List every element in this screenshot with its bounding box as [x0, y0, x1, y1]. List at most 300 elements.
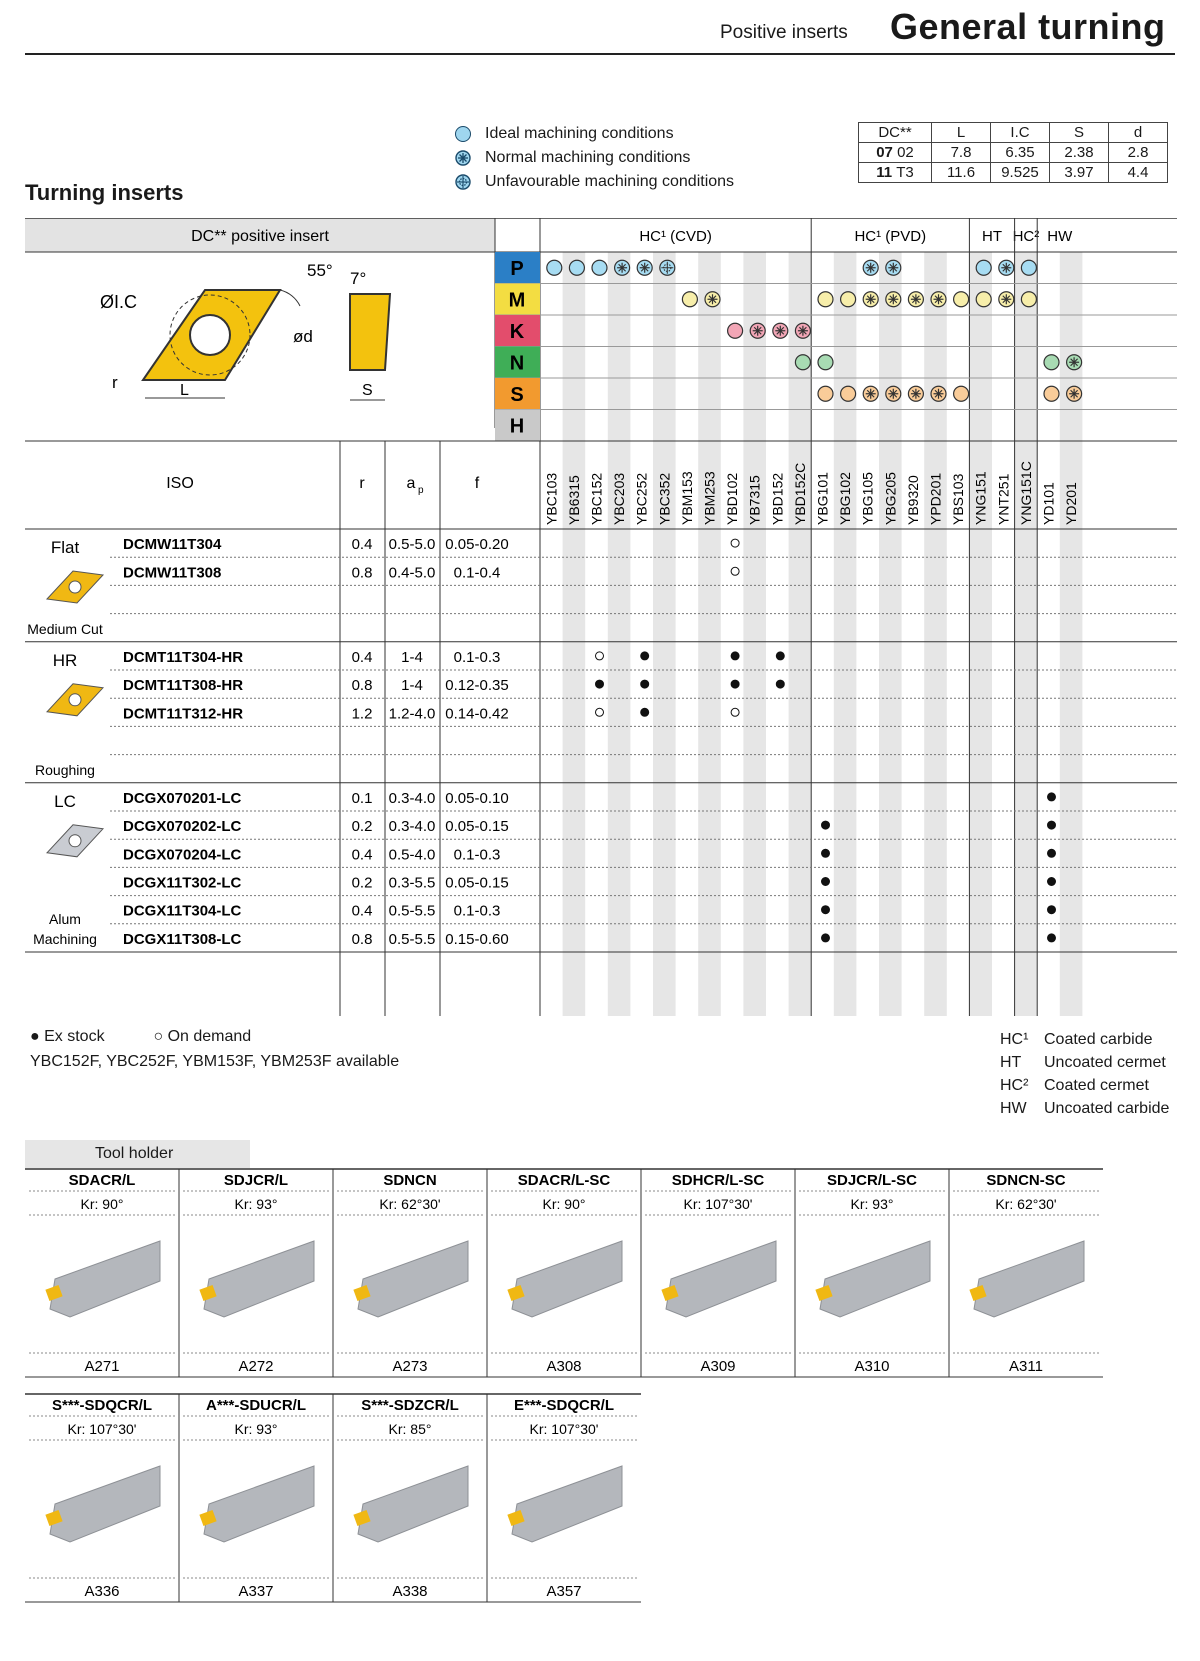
insert-icon [47, 571, 103, 603]
holder-kr: Kr: 62°30' [995, 1196, 1057, 1212]
holder-image [661, 1241, 776, 1317]
grade-group-label: HC¹ (CVD) [639, 228, 712, 245]
condition-circle [1044, 355, 1059, 370]
material-letter-P: P [510, 258, 524, 280]
condition-icon [773, 323, 788, 338]
holder-image [45, 1241, 160, 1317]
unfavourable-condition-icon [455, 174, 471, 190]
dim-header: S [1050, 123, 1109, 143]
grade-label: YBD152 [769, 472, 786, 525]
f-value: 0.1-0.3 [453, 648, 501, 666]
dim-sub: T3 [896, 164, 914, 181]
f-value: 0.05-0.10 [445, 789, 509, 807]
ap-value: 0.5-5.5 [388, 902, 436, 920]
condition-icon [1021, 260, 1036, 275]
grade-group-label: HC¹ (PVD) [854, 228, 927, 245]
ex-stock-dot [776, 680, 784, 688]
holder-body [50, 1241, 160, 1317]
grade-label: YNG151C [1017, 461, 1034, 525]
holder-body [512, 1466, 622, 1542]
holder-name: SDNCN [383, 1172, 437, 1189]
dim-value: 9.525 [991, 163, 1050, 183]
r-value: 0.4 [351, 536, 373, 554]
condition-icon [999, 260, 1014, 275]
iso-code: DCMT11T312-HR [123, 705, 244, 723]
holder-name: E***-SDQCR/L [513, 1397, 615, 1414]
ex-stock-dot [1048, 849, 1056, 857]
condition-circle [818, 292, 833, 307]
material-letter-N: N [509, 352, 525, 375]
condition-circle [954, 386, 969, 401]
dim-value: 2.38 [1050, 143, 1109, 163]
condition-icon [615, 260, 630, 275]
condition-circle [1021, 292, 1036, 307]
condition-icon [682, 292, 697, 307]
condition-icon [886, 292, 901, 307]
grade-label: YBM153 [678, 471, 695, 525]
iso-code: DCMT11T304-HR [123, 648, 244, 666]
material-letter-M: M [508, 289, 526, 312]
dim-header: DC** [859, 123, 932, 143]
iso-code: DCGX070202-LC [123, 818, 242, 836]
holder-image [45, 1466, 160, 1542]
grade-column-stripe [924, 252, 947, 1016]
material-letter-K: K [509, 321, 525, 343]
on-demand-dot [596, 708, 604, 716]
grade-label: YB6315 [565, 475, 582, 525]
holder-body [204, 1241, 314, 1317]
grade-label: YNT251 [995, 473, 1012, 525]
grade-column-stripe [698, 252, 721, 1016]
grade-label: YBC352 [656, 472, 673, 525]
grade-label: YBG105 [859, 472, 876, 525]
ex-stock-dot [1048, 906, 1056, 914]
ap-header: a [406, 475, 416, 492]
insert-icon-hole [69, 694, 81, 706]
dim-sub: 02 [897, 144, 914, 161]
ex-stock-dot [641, 708, 649, 716]
dimension-header-row [859, 123, 1168, 143]
condition-icon [863, 292, 878, 307]
glossary-item: HW Uncoated carbide [1000, 1100, 1170, 1117]
holder-name: SDACR/L-SC [517, 1172, 611, 1189]
insert-icon [47, 825, 103, 857]
ap-value: 0.5-4.0 [388, 846, 436, 864]
grade-label: YBD152C [791, 462, 808, 525]
condition-circle [976, 292, 991, 307]
ex-stock-dot [822, 878, 830, 886]
insert-hole [190, 315, 230, 355]
holder-name: SDNCN-SC [986, 1172, 1066, 1189]
ex-stock-dot [641, 652, 649, 660]
r-value: 0.2 [351, 818, 373, 836]
r-value: 0.8 [351, 930, 373, 948]
condition-icon [954, 292, 969, 307]
section-title: Turning inserts [25, 180, 184, 205]
holder-kr: Kr: 107°30' [683, 1196, 753, 1212]
ex-stock-dot [1048, 821, 1056, 829]
holder-kr: Kr: 107°30' [67, 1421, 137, 1437]
ap-value: 0.5-5.0 [388, 536, 436, 554]
condition-icon [1067, 386, 1082, 401]
grade-group-label: HT [982, 228, 1002, 245]
holder-page: A310 [854, 1358, 890, 1375]
condition-icon [1067, 355, 1082, 370]
glossary-item: HC¹ Coated carbide [1000, 1031, 1153, 1048]
dim-header: d [1109, 123, 1168, 143]
ap-value: 1.2-4.0 [388, 705, 436, 723]
grade-column-stripe [969, 252, 992, 1016]
condition-circle [569, 260, 584, 275]
ex-stock-dot [731, 652, 739, 660]
grade-label: YNG151 [972, 471, 989, 525]
tool-holder-tab: Tool holder [25, 1140, 250, 1168]
condition-circle [592, 260, 607, 275]
condition-icon [908, 292, 923, 307]
section-desc: Medium Cut [27, 620, 103, 637]
holder-body [512, 1241, 622, 1317]
grade-label: YB7315 [746, 475, 763, 525]
section-name: Flat [50, 538, 80, 557]
r-value: 0.1 [351, 789, 373, 807]
dim-value: 2.8 [1109, 143, 1168, 163]
grade-label: YBD102 [724, 472, 741, 525]
condition-icon [795, 355, 810, 370]
ex-stock-dot [822, 906, 830, 914]
condition-icon [818, 355, 833, 370]
holder-image [199, 1466, 314, 1542]
holder-page: A308 [546, 1358, 582, 1375]
grade-label: YBG205 [882, 472, 899, 525]
condition-circle [818, 386, 833, 401]
insert-icon-hole [69, 835, 81, 847]
header-subtitle: Positive inserts [720, 22, 848, 43]
section-name: LC [54, 791, 76, 811]
holder-name: A***-SDUCR/L [205, 1397, 307, 1414]
insert-diagram [100, 261, 390, 400]
grade-label: YBC252 [633, 472, 650, 525]
condition-icon [886, 260, 901, 275]
condition-icon [954, 386, 969, 401]
grade-label: YBG102 [837, 472, 854, 525]
condition-icon [931, 292, 946, 307]
holder-image [969, 1241, 1084, 1317]
ex-stock-dot [641, 680, 649, 688]
ideal-condition-icon [455, 126, 471, 142]
grade-label: YBC152 [588, 472, 605, 525]
holder-name: SDACR/L [68, 1172, 136, 1189]
dim-header: L [932, 123, 991, 143]
ex-stock-legend: ● Ex stock [30, 1028, 105, 1045]
holder-body [974, 1241, 1084, 1317]
tool-holder-grid [25, 1168, 1165, 1648]
angle-55-label: 55° [307, 261, 333, 280]
dimension-row [859, 143, 1168, 163]
dimension-row [859, 163, 1168, 183]
d-label: ød [293, 327, 313, 346]
condition-icon [750, 323, 765, 338]
r-label: r [112, 373, 118, 392]
condition-circle [976, 260, 991, 275]
ex-stock-dot [822, 821, 830, 829]
section-desc: Machining [33, 931, 97, 947]
holder-body [666, 1241, 776, 1317]
ap-value: 0.5-5.5 [388, 930, 436, 948]
ap-value: 0.3-5.5 [388, 874, 436, 892]
grade-label: YD101 [1040, 482, 1057, 525]
insert-side-shape [350, 294, 390, 370]
angle-arc [280, 290, 300, 306]
condition-circle [841, 292, 856, 307]
holder-page: A338 [392, 1583, 428, 1600]
condition-icon [931, 386, 946, 401]
grade-column-stripe [743, 252, 766, 1016]
grade-column-stripe [563, 252, 586, 1016]
f-value: 0.15-0.60 [445, 930, 509, 948]
iso-code: DCGX070204-LC [123, 846, 242, 864]
condition-icon [976, 292, 991, 307]
holder-kr: Kr: 93° [850, 1196, 894, 1212]
holder-image [507, 1241, 622, 1317]
holder-name: SDJCR/L [223, 1172, 289, 1189]
legend-item-ideal: Ideal machining conditions [455, 125, 734, 143]
grade-label: YB9320 [904, 475, 921, 525]
r-value: 0.4 [351, 902, 373, 920]
grade-group-label: HC² [1012, 228, 1040, 245]
dim-value: 11.6 [932, 163, 991, 183]
dim-value: 4.4 [1109, 163, 1168, 183]
condition-circle [954, 292, 969, 307]
condition-icon [818, 386, 833, 401]
f-value: 0.05-0.15 [445, 874, 509, 892]
ap-subscript: p [418, 485, 424, 496]
iso-code: DCGX11T302-LC [123, 874, 242, 892]
material-letter-H: H [509, 415, 525, 438]
ap-value: 1-4 [401, 677, 423, 695]
f-value: 0.05-0.15 [445, 818, 509, 836]
holder-image [199, 1241, 314, 1317]
dim-value: 6.35 [991, 143, 1050, 163]
grade-column-stripe [608, 252, 631, 1016]
glossary-item: HT Uncoated cermet [1000, 1054, 1166, 1071]
legend-item-unfavourable: Unfavourable machining conditions [455, 173, 734, 191]
condition-circle [682, 292, 697, 307]
holder-image [815, 1241, 930, 1317]
material-letter-S: S [510, 384, 524, 406]
ex-stock-dot [822, 849, 830, 857]
condition-circle [818, 355, 833, 370]
r-header: r [359, 475, 365, 492]
r-value: 0.2 [351, 874, 373, 892]
holder-kr: Kr: 62°30' [379, 1196, 441, 1212]
condition-icon [660, 260, 675, 275]
ex-stock-dot [1048, 793, 1056, 801]
holder-page: A337 [238, 1583, 274, 1600]
condition-icon [818, 292, 833, 307]
grade-column-stripe [834, 252, 857, 1016]
on-demand-dot [731, 539, 739, 547]
holder-page: A336 [84, 1583, 120, 1600]
condition-icon [728, 323, 743, 338]
condition-icon [795, 323, 810, 338]
legend-item-normal: Normal machining conditions [455, 149, 734, 167]
ex-stock-dot [596, 680, 604, 688]
f-value: 0.05-0.20 [445, 536, 509, 554]
ex-stock-dot [1048, 934, 1056, 942]
r-value: 1.2 [351, 705, 373, 723]
condition-icon [569, 260, 584, 275]
grade-label: YD201 [1063, 482, 1080, 525]
legend [455, 125, 734, 191]
condition-circle [1044, 386, 1059, 401]
grade-column-stripe [1015, 252, 1038, 1016]
condition-icon [1021, 292, 1036, 307]
holder-kr: Kr: 90° [542, 1196, 586, 1212]
holder-name: SDHCR/L-SC [671, 1172, 765, 1189]
condition-icon [863, 386, 878, 401]
dim-size: 11 [876, 164, 893, 181]
s-label: S [362, 382, 373, 399]
holder-kr: Kr: 93° [234, 1421, 278, 1437]
ic-label: ØI.C [100, 292, 138, 312]
holder-kr: Kr: 107°30' [529, 1421, 599, 1437]
dim-value: 7.8 [932, 143, 991, 163]
ap-value: 1-4 [401, 648, 423, 666]
r-value: 0.8 [351, 677, 373, 695]
holder-image [507, 1466, 622, 1542]
holder-body [358, 1241, 468, 1317]
grade-column-stripe [879, 252, 902, 1016]
condition-icon [863, 260, 878, 275]
insert-icon [47, 684, 103, 716]
iso-header: ISO [166, 475, 194, 492]
condition-icon [547, 260, 562, 275]
available-note: YBC152F, YBC252F, YBM153F, YBM253F available [30, 1053, 400, 1070]
condition-circle [547, 260, 562, 275]
glossary-item: HC² Coated cermet [1000, 1077, 1149, 1094]
l-label: L [180, 382, 189, 399]
holder-page: A309 [700, 1358, 736, 1375]
condition-icon [1044, 355, 1059, 370]
f-value: 0.14-0.42 [445, 705, 509, 723]
dim-value: 3.97 [1050, 163, 1109, 183]
grade-label: YBC103 [543, 472, 560, 525]
section-name: HR [52, 650, 78, 670]
on-demand-legend: ○ On demand [153, 1028, 252, 1045]
condition-icon [976, 260, 991, 275]
holder-name: S***-SDQCR/L [51, 1397, 153, 1414]
section-desc: Alum [49, 911, 81, 927]
condition-circle [795, 355, 810, 370]
section-desc: Roughing [35, 761, 95, 778]
ex-stock-dot [731, 680, 739, 688]
condition-circle [1021, 260, 1036, 275]
f-value: 0.12-0.35 [445, 677, 509, 695]
grade-label: YPD201 [927, 472, 944, 525]
condition-icon [908, 386, 923, 401]
dim-header: I.C [991, 123, 1050, 143]
grade-label: YBM253 [701, 471, 718, 525]
grade-group-label: HW [1047, 228, 1073, 245]
condition-icon [637, 260, 652, 275]
holder-body [50, 1466, 160, 1542]
on-demand-dot [596, 652, 604, 660]
r-value: 0.8 [351, 564, 373, 582]
on-demand-dot [731, 567, 739, 575]
holder-image [353, 1241, 468, 1317]
f-value: 0.1-0.4 [453, 564, 501, 582]
iso-code: DCGX11T308-LC [123, 930, 242, 948]
holder-body [358, 1466, 468, 1542]
condition-icon [841, 292, 856, 307]
glossary [1000, 1028, 1169, 1120]
condition-icon [841, 386, 856, 401]
grade-label: YBS103 [950, 473, 967, 525]
condition-circle [728, 323, 743, 338]
condition-icon [999, 292, 1014, 307]
normal-condition-icon [455, 150, 471, 166]
grade-label: YBG101 [814, 472, 831, 525]
grade-label: YBC203 [611, 472, 628, 525]
ap-value: 0.3-4.0 [388, 789, 436, 807]
condition-icon [592, 260, 607, 275]
header-divider [25, 53, 1175, 55]
dim-size: 07 [876, 144, 893, 161]
ap-value: 0.3-4.0 [388, 818, 436, 836]
iso-code: DCMW11T308 [123, 564, 222, 582]
holder-name: S***-SDZCR/L [361, 1397, 459, 1414]
grade-table [25, 218, 1177, 1018]
f-header: f [474, 475, 480, 492]
condition-icon [886, 386, 901, 401]
ex-stock-dot [1048, 878, 1056, 886]
grade-column-stripe [653, 252, 676, 1016]
r-value: 0.4 [351, 846, 373, 864]
holder-name: SDJCR/L-SC [826, 1172, 918, 1189]
condition-circle [841, 386, 856, 401]
iso-code: DCGX11T304-LC [123, 902, 242, 920]
table-title: DC** positive insert [191, 228, 329, 245]
iso-code: DCMT11T308-HR [123, 677, 244, 695]
angle-7-label: 7° [350, 269, 367, 288]
iso-code: DCGX070201-LC [123, 789, 242, 807]
ex-stock-dot [776, 652, 784, 660]
holder-page: A272 [238, 1358, 274, 1375]
r-value: 0.4 [351, 648, 373, 666]
holder-body [820, 1241, 930, 1317]
iso-code: DCMW11T304 [123, 536, 222, 554]
condition-icon [705, 292, 720, 307]
on-demand-dot [731, 708, 739, 716]
holder-page: A271 [84, 1358, 120, 1375]
holder-page: A357 [546, 1583, 582, 1600]
holder-kr: Kr: 90° [80, 1196, 124, 1212]
holder-body [204, 1466, 314, 1542]
holder-kr: Kr: 93° [234, 1196, 278, 1212]
f-value: 0.1-0.3 [453, 846, 501, 864]
holder-kr: Kr: 85° [388, 1421, 432, 1437]
insert-icon-hole [69, 581, 81, 593]
holder-page: A273 [392, 1358, 428, 1375]
f-value: 0.1-0.3 [453, 902, 501, 920]
holder-image [353, 1466, 468, 1542]
dimension-table [858, 122, 1168, 183]
page-title: General turning [890, 6, 1166, 47]
ex-stock-dot [822, 934, 830, 942]
holder-page: A311 [1009, 1358, 1043, 1375]
condition-icon [1044, 386, 1059, 401]
ap-value: 0.4-5.0 [388, 564, 436, 582]
